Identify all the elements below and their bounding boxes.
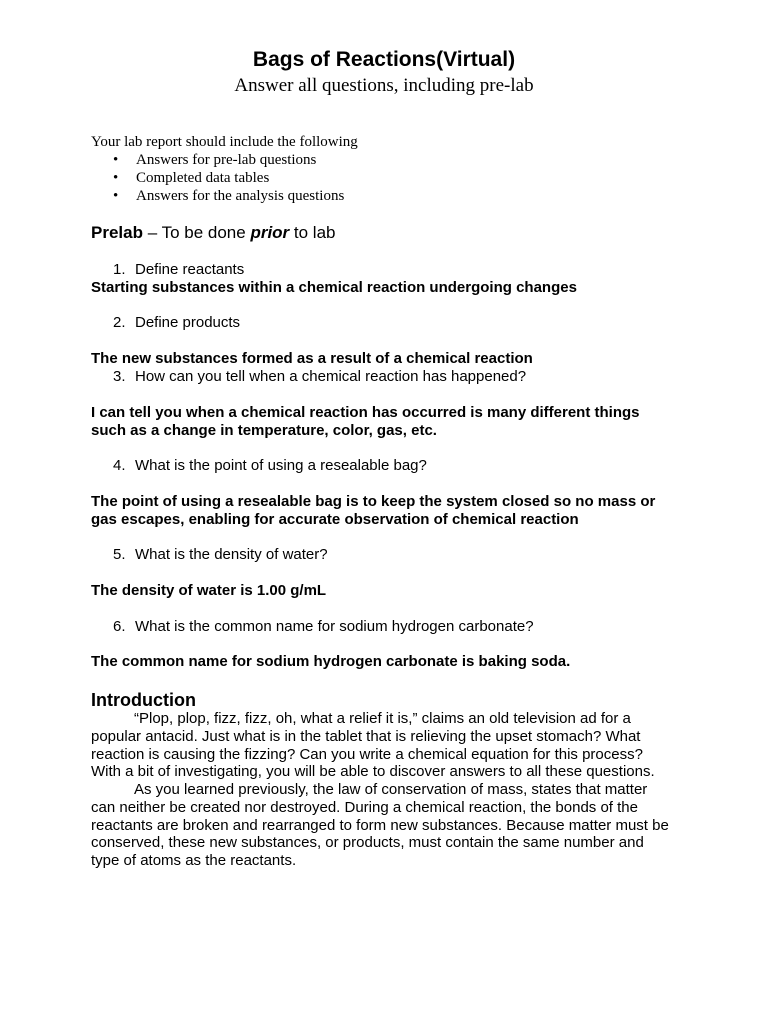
bullet-icon: • xyxy=(113,152,119,168)
list-item xyxy=(91,169,691,187)
answer-line: The point of using a resealable bag is to keep the system closed so no mass or xyxy=(91,493,656,510)
prelab-answer-1: Starting substances within a chemical reaction undergoing changes xyxy=(91,279,577,296)
prelab-answer-6: The common name for sodium hydrogen carbonate is baking soda. xyxy=(91,653,571,670)
prelab-heading-emphasis: prior xyxy=(250,223,290,242)
prelab-answer-5: The density of water is 1.00 g/mL xyxy=(91,582,327,599)
answer-line: such as a change in temperature, color, gas, etc. xyxy=(91,422,437,439)
paragraph-line: conserved, these new substances, or products, must contain the same number and xyxy=(91,834,644,852)
prelab-question-5 xyxy=(113,546,673,564)
document-title: Bags of Reactions(Virtual) xyxy=(252,48,516,71)
list-item-text: Answers for pre-lab questions xyxy=(136,152,317,168)
introduction-paragraph-1 xyxy=(91,710,681,781)
list-item xyxy=(91,151,691,169)
question-text: What is the density of water? xyxy=(135,546,328,563)
prelab-question-3 xyxy=(113,368,673,386)
prelab-question-1 xyxy=(113,261,673,279)
question-number: 5. xyxy=(113,546,126,563)
question-text: Define reactants xyxy=(135,261,245,278)
question-text: How can you tell when a chemical reaction has happened? xyxy=(135,368,527,385)
paragraph-line: popular antacid. Just what is in the tablet that is relieving the upset stomach? What xyxy=(91,727,641,745)
answer-line: gas escapes, enabling for accurate observation of chemical reaction xyxy=(91,511,579,528)
requirements-list xyxy=(91,151,691,205)
prelab-answer-4 xyxy=(91,493,691,529)
prelab-question-2 xyxy=(113,314,673,332)
paragraph-line: reaction is causing the fizzing? Can you write a chemical equation for this process? xyxy=(91,745,643,763)
question-text: What is the common name for sodium hydrogen carbonate? xyxy=(135,618,534,635)
question-number: 4. xyxy=(113,457,126,474)
prelab-question-6 xyxy=(113,618,673,636)
prelab-heading-mid: – To be done xyxy=(142,223,251,242)
prelab-heading-bold: Prelab xyxy=(91,223,143,242)
introduction-heading: Introduction xyxy=(91,690,196,710)
requirements-intro: Your lab report should include the following xyxy=(91,134,358,150)
paragraph-line: can neither be created nor destroyed. During a chemical reaction, the bonds of the xyxy=(91,798,638,816)
bullet-icon: • xyxy=(113,188,119,204)
list-item-text: Completed data tables xyxy=(136,170,270,186)
question-number: 1. xyxy=(113,261,126,278)
question-text: What is the point of using a resealable bag? xyxy=(135,457,427,474)
paragraph-line: type of atoms as the reactants. xyxy=(91,852,297,870)
question-number: 3. xyxy=(113,368,126,385)
introduction-paragraph-2 xyxy=(91,781,681,870)
prelab-heading-end: to lab xyxy=(289,223,336,242)
prelab-answer-3 xyxy=(91,404,691,440)
list-item xyxy=(91,187,691,205)
prelab-answer-2: The new substances formed as a result of a chemical reaction xyxy=(91,350,533,367)
prelab-question-4 xyxy=(113,457,673,475)
paragraph-line: With a bit of investigating, you will be able to discover answers to all these questions. xyxy=(91,763,655,781)
answer-line: I can tell you when a chemical reaction has occurred is many different things xyxy=(91,404,640,421)
paragraph-line: reactants are broken and rearranged to form new substances. Because matter must be xyxy=(91,816,669,834)
list-item-text: Answers for the analysis questions xyxy=(136,188,345,204)
question-number: 6. xyxy=(113,618,126,635)
lab-report-requirements xyxy=(91,133,691,205)
question-number: 2. xyxy=(113,314,126,331)
paragraph-line: “Plop, plop, fizz, fizz, oh, what a relief it is,” claims an old television ad for a xyxy=(134,710,631,727)
prelab-heading xyxy=(91,222,335,244)
document-subtitle: Answer all questions, including pre-lab xyxy=(234,75,534,96)
paragraph-line: As you learned previously, the law of conservation of mass, states that matter xyxy=(134,781,648,798)
question-text: Define products xyxy=(135,314,241,331)
bullet-icon: • xyxy=(113,170,119,186)
